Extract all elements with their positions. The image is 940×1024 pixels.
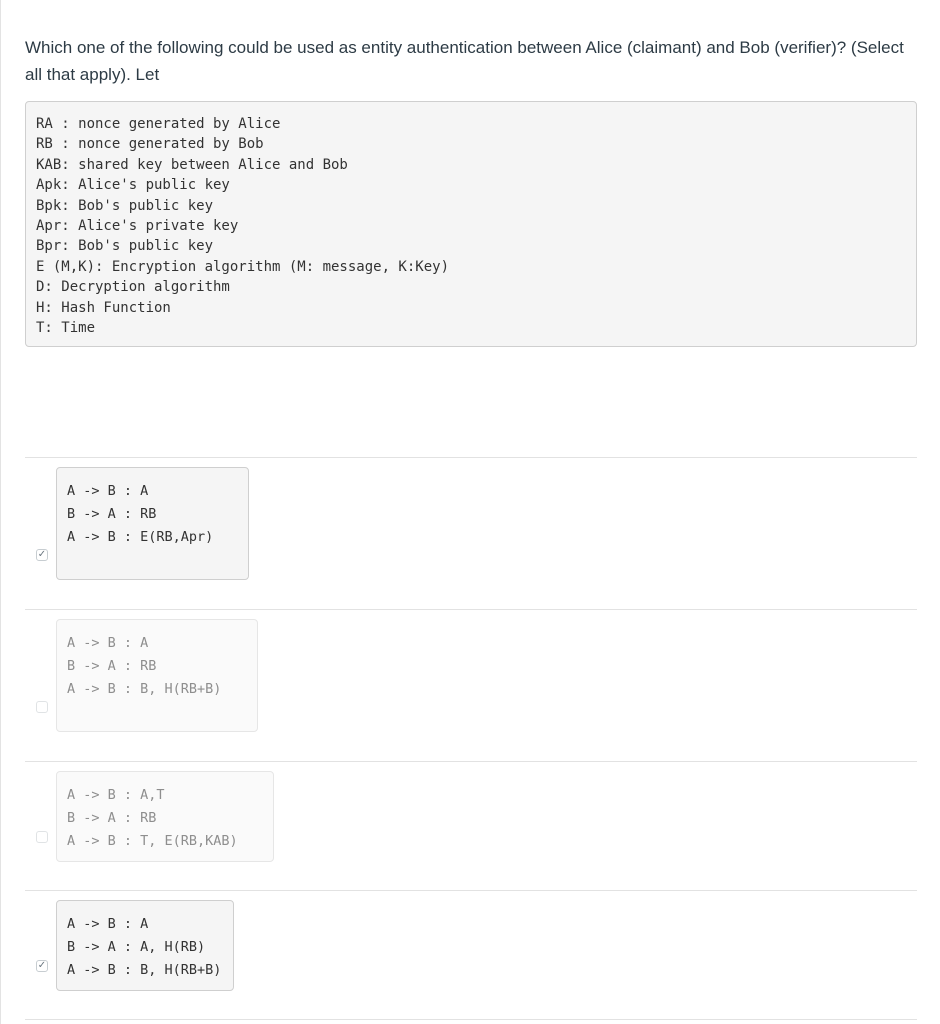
definition-line: T: Time: [36, 320, 96, 337]
definition-line: KAB: shared key between Alice and Bob: [36, 156, 348, 173]
protocol-step: A -> B : T, E(RB,KAB): [67, 832, 238, 849]
definitions-code-block: [25, 101, 917, 347]
answer-3-code-block[interactable]: [56, 771, 274, 862]
protocol-step: A -> B : A: [67, 483, 149, 499]
protocol-step: A -> B : A,T: [67, 787, 165, 803]
protocol-step: A -> B : A: [67, 635, 149, 651]
definition-line: H: Hash Function: [36, 299, 171, 316]
definition-line: Apr: Alice's private key: [36, 218, 239, 235]
answer-divider: [25, 761, 917, 762]
answer-divider: [25, 1019, 917, 1020]
answer-divider: [25, 457, 917, 458]
answer-2-checkbox[interactable]: [36, 701, 48, 713]
answer-1-code-block[interactable]: [56, 467, 249, 580]
protocol-step: B -> A : A, H(RB): [67, 938, 206, 955]
question-text: Which one of the following could be used as entity authentication between Alice (claimant) and Bob (verifier)? (Select all that apply). Let: [25, 38, 904, 84]
answer-4-checkbox[interactable]: ✓: [37, 960, 47, 971]
definition-line: RB : nonce generated by Bob: [36, 136, 264, 153]
answer-3-checkbox[interactable]: [36, 831, 48, 843]
answer-4-code-block[interactable]: [56, 900, 234, 991]
protocol-step: A -> B : B, H(RB+B): [67, 680, 222, 697]
definition-line: Bpr: Bob's public key: [36, 238, 214, 255]
definition-line: Bpk: Bob's public key: [36, 197, 214, 214]
answer-2-code-block[interactable]: [56, 619, 258, 732]
protocol-step: A -> B : B, H(RB+B): [67, 961, 222, 978]
protocol-step: B -> A : RB: [67, 505, 157, 522]
protocol-step: B -> A : RB: [67, 657, 157, 674]
protocol-step: A -> B : A: [67, 916, 149, 932]
definition-line: RA : nonce generated by Alice: [36, 116, 281, 132]
protocol-step: B -> A : RB: [67, 809, 157, 826]
answer-divider: [25, 609, 917, 610]
definition-line: E (M,K): Encryption algorithm (M: message, K:Key): [36, 258, 450, 275]
definition-line: Apk: Alice's public key: [36, 177, 230, 194]
protocol-step: A -> B : E(RB,Apr): [67, 528, 214, 545]
definition-line: D: Decryption algorithm: [36, 279, 230, 296]
answer-divider: [25, 890, 917, 891]
answer-1-checkbox[interactable]: ✓: [37, 549, 47, 560]
